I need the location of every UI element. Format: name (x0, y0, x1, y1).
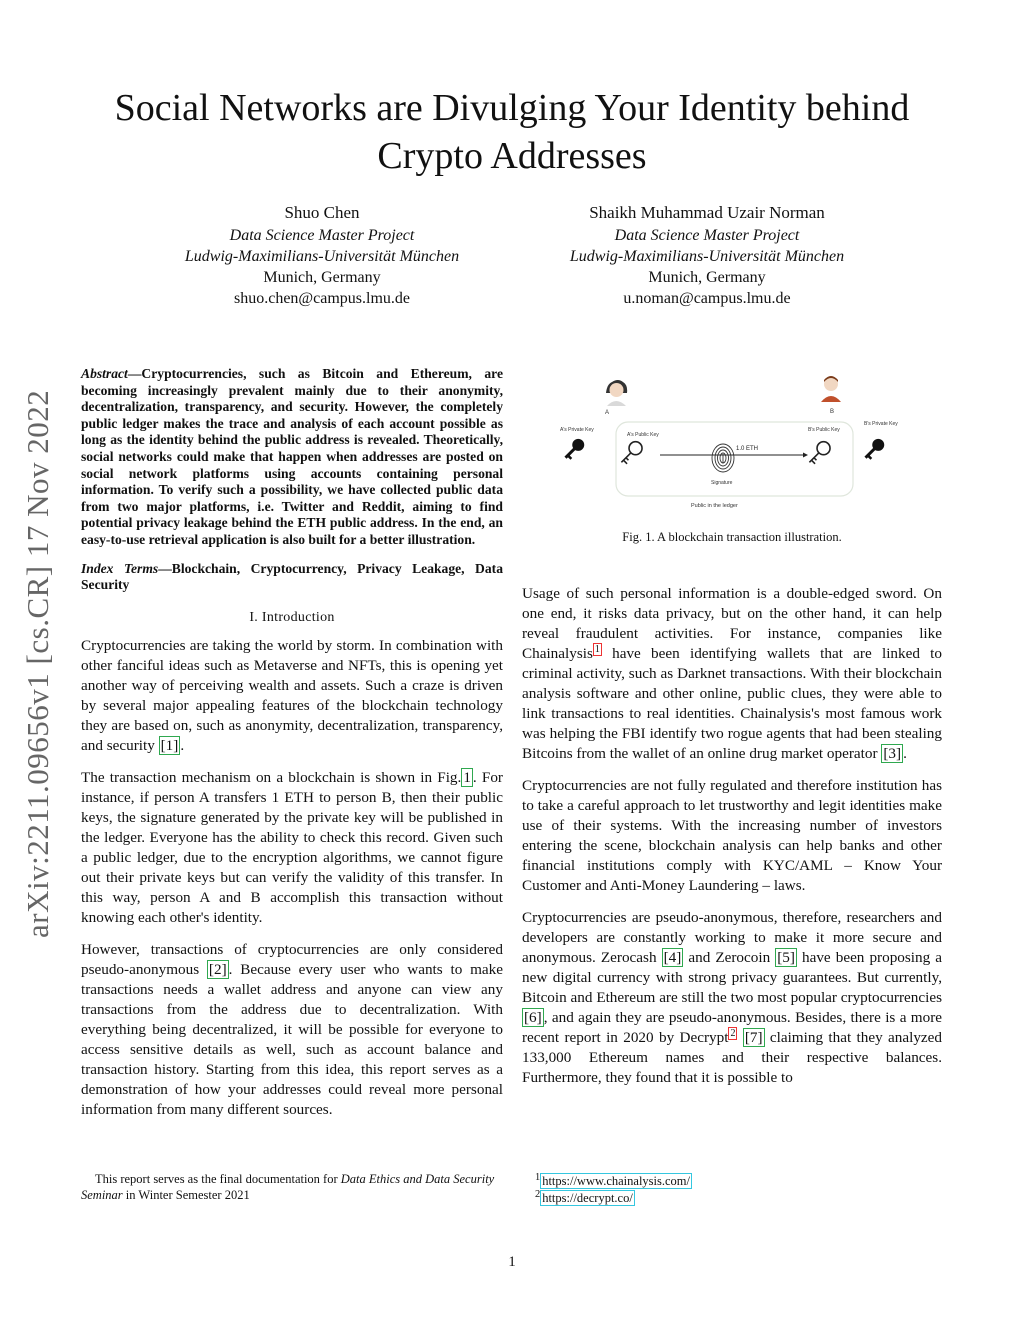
b-public-key-icon (805, 439, 833, 467)
label-signature: Signature (711, 480, 733, 486)
author-email: u.noman@campus.lmu.de (623, 290, 791, 307)
paragraph-text: and Zerocoin (683, 949, 776, 966)
paragraph-text: The transaction mechanism on a blockchain is shown in Fig. (81, 768, 462, 786)
paragraph: Cryptocurrencies are taking the world by storm. In combination with other fanciful ideas such as Metaverse and NFTs, this is opening yet another way of perceiving wealth and assets. Such a craze is driven by several major appealing features of the blockchain technology they are based on, such as anonymity, decentralization, transparency, and security [1] . (81, 636, 503, 754)
author-email: shuo.chen@campus.lmu.de (233, 290, 411, 307)
arrow-head (803, 453, 808, 458)
paper-title: Social Networks are Divulging Your Identity behind Crypto Addresses (114, 87, 910, 177)
paragraph-text (737, 1029, 742, 1046)
author-block-2 (507, 202, 907, 309)
person-b-icon (821, 376, 841, 402)
label-a-public-key: A's Public Key (627, 432, 659, 438)
a-private-key-icon (561, 436, 586, 461)
author-dept: Data Science Master Project (614, 227, 800, 244)
footnote-url-link[interactable]: https://decrypt.co/ (542, 1191, 633, 1206)
paragraph (81, 940, 503, 1120)
footnote-ref-link[interactable]: 2 (730, 1027, 736, 1039)
index-terms-label: Index Terms (81, 560, 159, 576)
abstract-label: Abstract (81, 366, 128, 381)
section-heading-introduction: I. Introduction (249, 609, 335, 625)
footnote-text: in Winter Semester 2021 (122, 1188, 250, 1202)
b-private-key-icon (861, 436, 886, 461)
right-footnote-2 (535, 1187, 635, 1206)
paragraph-text: However, transactions of cryptocurrencies are only considered pseudo-anonymous (81, 940, 503, 978)
label-b-public-key: B's Public Key (808, 427, 840, 433)
footnote-ref-link[interactable]: 1 (594, 643, 600, 655)
author-name: Shaikh Muhammad Uzair Norman (589, 203, 825, 222)
citation-link[interactable]: [3] (883, 745, 902, 762)
a-public-key-icon (617, 439, 645, 467)
author-name: Shuo Chen (284, 203, 360, 222)
citation-link[interactable]: [6] (524, 1009, 542, 1026)
paragraph-text: Cryptocurrencies are pseudo-anonymous, therefore, researchers and developers are constantly working to make it more secure and anonymous. Zerocash (522, 909, 942, 966)
footnote-italic: Data Ethics and Data Security Seminar (81, 1172, 495, 1202)
abstract-text: —Cryptocurrencies, such as Bitcoin and Ethereum, are becoming increasingly prevalent mainly due to their anonymity, decentralization, transparency, and security. However, the completely public ledger makes the trace and analysis of each account possible as long as the identity behind the public address is revealed. Theoretically, social networks could make that happen when addresses are posted on social network platforms using accounts containing personal information. To verify such a possibility, we have collected public data from two major platforms, i.e. Twitter and Reddit, aiming to find potential privacy leakage behind the ETH public address. In the end, an easy-to-use retrieval application is also built for a better illustration. (81, 366, 503, 547)
label-ledger: Public in the ledger (691, 503, 738, 509)
label-b-private-key: B's Private Key (864, 421, 898, 427)
citation-link[interactable]: [1] (160, 736, 179, 754)
paragraph-text: have been proposing a new digital currency with strong privacy guarantees. But currently, Bitcoin and Ethereum are still the two most popular cryptocurrencies (522, 949, 942, 1006)
paragraph-text: . Because every user who wants to make transactions needs a wallet address and anyone can view any transactions from the address due to decentralization. With everything being decentralized, it will be possible for everyone to access sensitive details as well, such as account balance and transaction history. Starting from this idea, this report serves as a demonstration of how your addresses could reveal more personal information from many different sources. (81, 960, 503, 1118)
person-a-icon (606, 380, 627, 406)
author-university: Ludwig-Maximilians-Universität München (569, 248, 845, 265)
author-block-1 (122, 202, 522, 309)
arxiv-identifier[interactable]: arXiv:2211.09656v1 [cs.CR] 17 Nov 2022 (20, 389, 55, 938)
paragraph: Cryptocurrencies are not fully regulated and therefore institution has to take a careful approach to let trustworthy and legit identities make use of their systems. With the increasing number of investors entering the scene, blockchain analysis can help banks and other financial institutions comply with KYC/AML – Know Your Customer and Anti-Money Laundering – laws. (522, 777, 942, 894)
author-university: Ludwig-Maximilians-Universität München (184, 248, 460, 265)
paragraph-text: Usage of such personal information is a double-edged sword. On one end, it risks data privacy, but on the other hand, it can help reveal fraudulent activities. For instance, companies like Chainalysis (522, 585, 942, 662)
page-number: 1 (508, 1254, 516, 1270)
footnote-number: 1 (535, 1172, 541, 1183)
index-terms-text: —Blockchain, Cryptocurrency, Privacy Leakage, Data Security (81, 560, 503, 593)
blockchain-figure (556, 370, 906, 515)
abstract (81, 366, 503, 549)
paragraph-text: have been identifying wallets that are linked to criminal activity, such as Darknet transactions. With their blockchain analysis software and other online, public clues, they were able to link transactions to real identities. Chainalysis's most famous work was helping the FBI identify two rogue agents that had been stealing Bitcoins from the wallet of an online drug market operator (522, 645, 942, 762)
fingerprint-icon (712, 444, 734, 472)
left-footnote (81, 1171, 503, 1203)
paragraph (81, 768, 503, 928)
paragraph (522, 908, 942, 1088)
label-amount: 1.0 ETH (736, 446, 759, 452)
footnote-text: This report serves as the final documentation for (95, 1172, 341, 1186)
paragraph-text: claiming that they analyzed 133,000 Ethereum names and their respective balances. Furthermore, they found that it is possible to (522, 1029, 942, 1086)
author-dept: Data Science Master Project (229, 227, 415, 244)
right-column (522, 584, 942, 1100)
figure-ref-link[interactable]: 1 (463, 768, 471, 786)
footnote-url-link[interactable]: https://www.chainalysis.com/ (542, 1174, 690, 1189)
citation-link[interactable]: [7] (744, 1029, 763, 1046)
figure-caption: Fig. 1. A blockchain transaction illustration. (622, 530, 842, 544)
index-terms (81, 561, 503, 594)
citation-link[interactable]: [2] (208, 960, 227, 978)
citation-link[interactable]: [5] (777, 949, 795, 966)
citation-link[interactable]: [4] (663, 949, 682, 966)
left-column (81, 366, 503, 1132)
paragraph-text: . For instance, if person A transfers 1 ETH to person B, then their public keys, the signature generated by the private key will be published in the ledger. Everyone has the ability to check this record. Given such a public ledger, due to the encryption algorithms, we cannot figure out their private keys but can verify the validity of this transfer. In this way, person A and B accomplish this transaction without knowing each other's identity. (81, 768, 503, 926)
footnote-number: 2 (535, 1189, 541, 1200)
paragraph: Usage of such personal information is a double-edged sword. On one end, it risks data privacy, but on the other hand, it can help reveal fraudulent activities. For instance, companies like Chainalysis $^1$ have been identifying wallets that are linked to criminal activity, such as Darknet transactions. With their blockchain analysis software and other online, public clues, they were able to link transactions to real identities. Chainalysis's most famous work was helping the FBI identify two rogue agents that had been stealing Bitcoins from the wallet of an online drug market operator [3] . (522, 585, 942, 762)
label-a: A (605, 410, 610, 416)
author-city: Munich, Germany (263, 269, 381, 286)
paragraph-text: Cryptocurrencies are taking the world by storm. In combination with other fanciful ideas such as Metaverse and NFTs, this is opening yet another way of perceiving wealth and assets. Such a craze is driven by several major appealing features of the blockchain technology they are based on, such as anonymity, decentralization, transparency, and security (81, 636, 503, 754)
author-city: Munich, Germany (648, 269, 766, 286)
label-a-private-key: A's Private Key (560, 427, 594, 433)
paragraph-text: , and again they are pseudo-anonymous. Besides, there is a more recent report in 2020 by Decrypt (522, 1009, 942, 1046)
label-b: B (830, 409, 835, 415)
